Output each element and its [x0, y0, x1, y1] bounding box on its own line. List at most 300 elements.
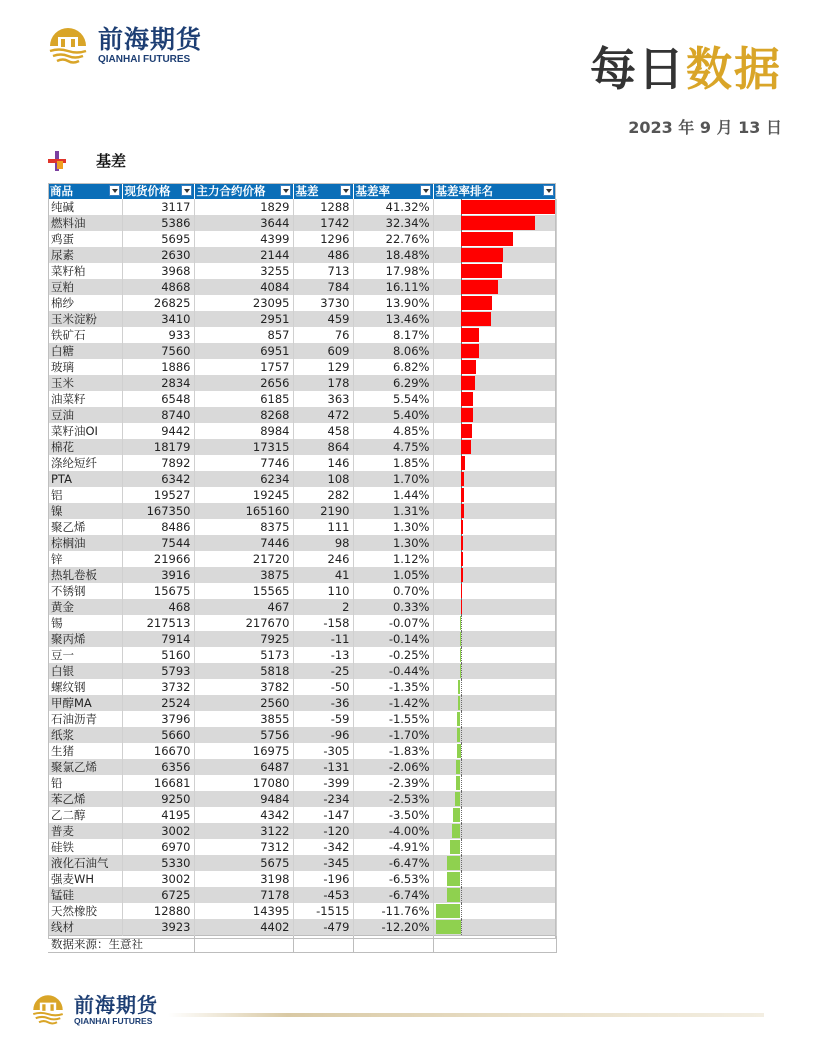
- cell-basis: 2190: [293, 503, 353, 519]
- cell-main: 4084: [194, 279, 293, 295]
- cell-main: 467: [194, 599, 293, 615]
- cell-name: 液化石油气: [48, 855, 122, 871]
- cell-spot: 5160: [122, 647, 194, 663]
- cell-name: PTA: [48, 471, 122, 487]
- cell-rate: -0.44%: [353, 663, 433, 679]
- cell-basis: 76: [293, 327, 353, 343]
- cell-rank-bar: [433, 311, 556, 327]
- cell-basis: 472: [293, 407, 353, 423]
- cell-name: 铅: [48, 775, 122, 791]
- cell-basis: 1742: [293, 215, 353, 231]
- cell-rate: 4.75%: [353, 439, 433, 455]
- cell-name: 螺纹钢: [48, 679, 122, 695]
- cell-spot: 21966: [122, 551, 194, 567]
- cell-basis: -25: [293, 663, 353, 679]
- table-row: [48, 375, 556, 391]
- cell-main: 1757: [194, 359, 293, 375]
- cell-main: 4402: [194, 919, 293, 936]
- cell-rate: -1.35%: [353, 679, 433, 695]
- cell-name: 强麦WH: [48, 871, 122, 887]
- cell-main: 3122: [194, 823, 293, 839]
- table-row: [48, 679, 556, 695]
- cell-name: 线材: [48, 919, 122, 936]
- table-row: [48, 295, 556, 311]
- bar-axis: [461, 759, 462, 775]
- cell-main: 217670: [194, 615, 293, 631]
- rate-bar: [461, 280, 498, 294]
- cell-name: 玉米: [48, 375, 122, 391]
- cell-name: 玻璃: [48, 359, 122, 375]
- cell-basis: -131: [293, 759, 353, 775]
- cell-rate: -1.42%: [353, 695, 433, 711]
- cell-name: 石油沥青: [48, 711, 122, 727]
- source-row: [48, 935, 556, 952]
- cell-basis: 110: [293, 583, 353, 599]
- cell-main: 21720: [194, 551, 293, 567]
- table-row: [48, 343, 556, 359]
- rate-bar: [461, 520, 464, 534]
- cell-main: 5173: [194, 647, 293, 663]
- cell-spot: 5660: [122, 727, 194, 743]
- table-row: [48, 919, 556, 936]
- cell-name: 涤纶短纤: [48, 455, 122, 471]
- cell-name: 棉纱: [48, 295, 122, 311]
- rate-bar: [461, 264, 502, 278]
- cell-rate: 1.31%: [353, 503, 433, 519]
- rate-bar: [461, 536, 464, 550]
- cell-spot: 12880: [122, 903, 194, 919]
- rate-bar: [458, 680, 461, 694]
- cell-rank-bar: [433, 519, 556, 535]
- cell-rate: -2.53%: [353, 791, 433, 807]
- cell-rate: 4.85%: [353, 423, 433, 439]
- cell-rate: -4.00%: [353, 823, 433, 839]
- cell-rank-bar: [433, 487, 556, 503]
- cell-rank-bar: [433, 887, 556, 903]
- rate-bar: [460, 664, 461, 678]
- cell-basis: 3730: [293, 295, 353, 311]
- cell-basis: -234: [293, 791, 353, 807]
- cell-rank-bar: [433, 279, 556, 295]
- bar-axis: [461, 679, 462, 695]
- cell-main: 6487: [194, 759, 293, 775]
- rate-bar: [461, 312, 492, 326]
- cell-rate: 1.44%: [353, 487, 433, 503]
- cell-rate: 13.46%: [353, 311, 433, 327]
- cell-spot: 2524: [122, 695, 194, 711]
- cell-main: 17315: [194, 439, 293, 455]
- cell-main: 8984: [194, 423, 293, 439]
- table-row: [48, 231, 556, 247]
- cell-basis: -36: [293, 695, 353, 711]
- rate-bar: [461, 232, 513, 246]
- cell-spot: 9442: [122, 423, 194, 439]
- cell-rate: 1.12%: [353, 551, 433, 567]
- cell-rank-bar: [433, 903, 556, 919]
- cell-rank-bar: [433, 695, 556, 711]
- cell-spot: 6342: [122, 471, 194, 487]
- cell-basis: -1515: [293, 903, 353, 919]
- bar-axis: [461, 919, 462, 935]
- cell-rate: 1.05%: [353, 567, 433, 583]
- table-row: [48, 855, 556, 871]
- report-date: 2023 年 9 月 13 日: [628, 118, 782, 137]
- table-row: [48, 535, 556, 551]
- cell-rank-bar: [433, 871, 556, 887]
- cell-spot: 167350: [122, 503, 194, 519]
- table-row: [48, 807, 556, 823]
- cell-rate: 8.06%: [353, 343, 433, 359]
- cell-basis: 146: [293, 455, 353, 471]
- cell-basis: -147: [293, 807, 353, 823]
- cell-rate: -12.20%: [353, 919, 433, 936]
- bar-axis: [461, 775, 462, 791]
- cell-main: 5756: [194, 727, 293, 743]
- rate-bar: [461, 344, 480, 358]
- cell-rank-bar: [433, 375, 556, 391]
- table-row: [48, 599, 556, 615]
- bar-axis: [461, 871, 462, 887]
- cell-rank-bar: [433, 407, 556, 423]
- table-row: [48, 407, 556, 423]
- cell-spot: 6970: [122, 839, 194, 855]
- cell-spot: 5695: [122, 231, 194, 247]
- cell-rate: -1.83%: [353, 743, 433, 759]
- rate-bar: [458, 696, 461, 710]
- col-header-rank[interactable]: 基差率排名: [433, 183, 556, 199]
- cell-spot: 19527: [122, 487, 194, 503]
- empty-cell: [293, 935, 353, 952]
- cell-rank-bar: [433, 791, 556, 807]
- table-row: [48, 519, 556, 535]
- cell-rank-bar: [433, 775, 556, 791]
- cell-basis: -342: [293, 839, 353, 855]
- cell-spot: 2834: [122, 375, 194, 391]
- table-row: [48, 727, 556, 743]
- cell-main: 6951: [194, 343, 293, 359]
- cell-rank-bar: [433, 503, 556, 519]
- cell-main: 14395: [194, 903, 293, 919]
- cell-basis: 129: [293, 359, 353, 375]
- cell-rate: 5.54%: [353, 391, 433, 407]
- cell-rate: 0.33%: [353, 599, 433, 615]
- cell-rate: 17.98%: [353, 263, 433, 279]
- cell-rate: -6.53%: [353, 871, 433, 887]
- bar-axis: [461, 647, 462, 663]
- cell-name: 豆油: [48, 407, 122, 423]
- cell-name: 生猪: [48, 743, 122, 759]
- table-row: [48, 823, 556, 839]
- table-row: [48, 903, 556, 919]
- rate-bar: [455, 792, 460, 806]
- cell-rank-bar: [433, 631, 556, 647]
- table-row: [48, 487, 556, 503]
- rate-bar: [461, 360, 477, 374]
- cell-rate: 1.70%: [353, 471, 433, 487]
- cell-rate: 16.11%: [353, 279, 433, 295]
- footer-divider: [168, 1013, 764, 1017]
- cell-rank-bar: [433, 535, 556, 551]
- table-row: [48, 791, 556, 807]
- cell-name: 苯乙烯: [48, 791, 122, 807]
- basis-table: [48, 183, 557, 953]
- cell-rank-bar: [433, 199, 556, 215]
- cell-main: 17080: [194, 775, 293, 791]
- table-row: [48, 439, 556, 455]
- col-header-name[interactable]: 商品: [48, 183, 122, 199]
- table-row: [48, 327, 556, 343]
- cell-name: 铁矿石: [48, 327, 122, 343]
- cell-rank-bar: [433, 567, 556, 583]
- rate-bar: [461, 552, 464, 566]
- table-row: [48, 775, 556, 791]
- cell-name: 油菜籽: [48, 391, 122, 407]
- cell-main: 2560: [194, 695, 293, 711]
- rate-bar: [461, 472, 465, 486]
- cell-name: 硅铁: [48, 839, 122, 855]
- cell-rate: 6.29%: [353, 375, 433, 391]
- cell-rank-bar: [433, 711, 556, 727]
- cell-spot: 5330: [122, 855, 194, 871]
- cell-spot: 1886: [122, 359, 194, 375]
- cell-spot: 217513: [122, 615, 194, 631]
- cell-main: 3875: [194, 567, 293, 583]
- cell-rank-bar: [433, 583, 556, 599]
- cell-main: 8375: [194, 519, 293, 535]
- cell-rank-bar: [433, 231, 556, 247]
- col-header-rate[interactable]: 基差率: [353, 183, 433, 199]
- cell-rate: -2.06%: [353, 759, 433, 775]
- cell-spot: 4868: [122, 279, 194, 295]
- table-row: [48, 647, 556, 663]
- cell-rank-bar: [433, 679, 556, 695]
- cell-basis: 864: [293, 439, 353, 455]
- cell-rate: 13.90%: [353, 295, 433, 311]
- cell-rate: 8.17%: [353, 327, 433, 343]
- rate-bar: [447, 856, 460, 870]
- cell-main: 23095: [194, 295, 293, 311]
- filter-dropdown-icon[interactable]: [420, 185, 431, 196]
- col-header-main[interactable]: 主力合约价格: [194, 183, 293, 199]
- cell-main: 7446: [194, 535, 293, 551]
- cell-name: 甲醇MA: [48, 695, 122, 711]
- cell-spot: 8486: [122, 519, 194, 535]
- bar-axis: [461, 615, 462, 631]
- cell-main: 2144: [194, 247, 293, 263]
- cell-name: 鸡蛋: [48, 231, 122, 247]
- bar-axis: [461, 823, 462, 839]
- cell-basis: -59: [293, 711, 353, 727]
- cell-spot: 7914: [122, 631, 194, 647]
- cell-rank-bar: [433, 743, 556, 759]
- cell-rank-bar: [433, 839, 556, 855]
- cell-basis: 282: [293, 487, 353, 503]
- rate-bar: [461, 296, 493, 310]
- empty-cell: [433, 935, 556, 952]
- cell-rank-bar: [433, 663, 556, 679]
- rate-bar: [436, 920, 461, 934]
- cell-spot: 7892: [122, 455, 194, 471]
- cell-rank-bar: [433, 727, 556, 743]
- cell-rate: -1.70%: [353, 727, 433, 743]
- cell-rate: 1.30%: [353, 535, 433, 551]
- section-heading: [48, 150, 126, 171]
- cell-rank-bar: [433, 551, 556, 567]
- cell-rate: 41.32%: [353, 199, 433, 215]
- cell-main: 5675: [194, 855, 293, 871]
- table-row: [48, 567, 556, 583]
- rate-bar: [461, 328, 480, 342]
- cell-main: 3644: [194, 215, 293, 231]
- table-row: [48, 423, 556, 439]
- cell-basis: 98: [293, 535, 353, 551]
- cell-name: 菜籽油OI: [48, 423, 122, 439]
- cell-rate: -2.39%: [353, 775, 433, 791]
- cell-rank-bar: [433, 455, 556, 471]
- cell-basis: 609: [293, 343, 353, 359]
- bar-axis: [461, 807, 462, 823]
- logo-mark-icon: [30, 992, 66, 1028]
- cell-name: 锰硅: [48, 887, 122, 903]
- cell-spot: 3002: [122, 823, 194, 839]
- cell-basis: 111: [293, 519, 353, 535]
- bar-axis: [461, 887, 462, 903]
- filter-dropdown-icon[interactable]: [280, 185, 291, 196]
- cell-spot: 16670: [122, 743, 194, 759]
- bar-axis: [461, 727, 462, 743]
- cell-rate: 1.30%: [353, 519, 433, 535]
- col-header-spot[interactable]: 现货价格: [122, 183, 194, 199]
- page-title-part2: 数据: [686, 42, 782, 96]
- cell-spot: 2630: [122, 247, 194, 263]
- rate-bar: [450, 840, 460, 854]
- cell-rate: -6.74%: [353, 887, 433, 903]
- cell-basis: 108: [293, 471, 353, 487]
- cell-basis: -158: [293, 615, 353, 631]
- cell-name: 尿素: [48, 247, 122, 263]
- cell-basis: 41: [293, 567, 353, 583]
- cell-rank-bar: [433, 215, 556, 231]
- rate-bar: [461, 600, 462, 614]
- cell-spot: 6356: [122, 759, 194, 775]
- cell-name: 纸浆: [48, 727, 122, 743]
- cell-rank-bar: [433, 359, 556, 375]
- rate-bar: [461, 440, 472, 454]
- filter-dropdown-icon[interactable]: [543, 185, 554, 196]
- bar-axis: [461, 839, 462, 855]
- cell-spot: 933: [122, 327, 194, 343]
- bar-axis: [461, 631, 462, 647]
- cell-name: 黄金: [48, 599, 122, 615]
- filter-dropdown-icon[interactable]: [340, 185, 351, 196]
- cell-name: 锡: [48, 615, 122, 631]
- table-row: [48, 503, 556, 519]
- cell-name: 普麦: [48, 823, 122, 839]
- cell-spot: 8740: [122, 407, 194, 423]
- cell-spot: 3916: [122, 567, 194, 583]
- cell-spot: 3796: [122, 711, 194, 727]
- cell-name: 白糖: [48, 343, 122, 359]
- col-header-basis[interactable]: 基差: [293, 183, 353, 199]
- cell-rank-bar: [433, 759, 556, 775]
- cell-rank-bar: [433, 807, 556, 823]
- filter-dropdown-icon[interactable]: [109, 185, 120, 196]
- cell-name: 镍: [48, 503, 122, 519]
- rate-bar: [461, 568, 463, 582]
- cell-rate: 32.34%: [353, 215, 433, 231]
- filter-dropdown-icon[interactable]: [181, 185, 192, 196]
- cell-rank-bar: [433, 263, 556, 279]
- logo-mark-icon: [46, 24, 90, 68]
- footer-brand-name-en: QIANHAI FUTURES: [74, 1015, 153, 1026]
- rate-bar: [461, 408, 473, 422]
- cell-spot: 16681: [122, 775, 194, 791]
- rate-bar: [447, 888, 461, 902]
- cell-basis: -13: [293, 647, 353, 663]
- cell-rank-bar: [433, 471, 556, 487]
- rate-bar: [461, 216, 535, 230]
- table-header-row: [48, 183, 556, 199]
- rate-bar: [461, 392, 474, 406]
- cell-basis: 486: [293, 247, 353, 263]
- table-row: [48, 615, 556, 631]
- cell-main: 8268: [194, 407, 293, 423]
- cell-rank-bar: [433, 855, 556, 871]
- table-row: [48, 551, 556, 567]
- cell-spot: 3002: [122, 871, 194, 887]
- cell-main: 16975: [194, 743, 293, 759]
- bar-axis: [461, 855, 462, 871]
- cell-main: 7178: [194, 887, 293, 903]
- cell-name: 豆一: [48, 647, 122, 663]
- cell-name: 聚氯乙烯: [48, 759, 122, 775]
- cell-basis: 1288: [293, 199, 353, 215]
- cell-rank-bar: [433, 599, 556, 615]
- section-bullet-icon: [48, 151, 66, 171]
- rate-bar: [447, 872, 460, 886]
- cell-spot: 4195: [122, 807, 194, 823]
- cell-name: 聚乙烯: [48, 519, 122, 535]
- cell-rank-bar: [433, 247, 556, 263]
- table-row: [48, 743, 556, 759]
- cell-basis: -453: [293, 887, 353, 903]
- cell-main: 3855: [194, 711, 293, 727]
- cell-main: 15565: [194, 583, 293, 599]
- table-row: [48, 839, 556, 855]
- table-row: [48, 711, 556, 727]
- cell-spot: 9250: [122, 791, 194, 807]
- bar-axis: [461, 663, 462, 679]
- table-row: [48, 279, 556, 295]
- cell-rate: -0.07%: [353, 615, 433, 631]
- cell-name: 锌: [48, 551, 122, 567]
- cell-rate: -3.50%: [353, 807, 433, 823]
- rate-bar: [457, 728, 460, 742]
- bar-axis: [461, 743, 462, 759]
- brand-name-cn: 前海期货: [98, 25, 203, 55]
- cell-name: 豆粕: [48, 279, 122, 295]
- rate-bar: [461, 248, 503, 262]
- rate-bar: [457, 744, 461, 758]
- cell-spot: 7560: [122, 343, 194, 359]
- cell-rank-bar: [433, 327, 556, 343]
- cell-spot: 5386: [122, 215, 194, 231]
- cell-basis: 784: [293, 279, 353, 295]
- table-row: [48, 391, 556, 407]
- cell-basis: 459: [293, 311, 353, 327]
- cell-name: 燃料油: [48, 215, 122, 231]
- brand-logo: [46, 24, 202, 68]
